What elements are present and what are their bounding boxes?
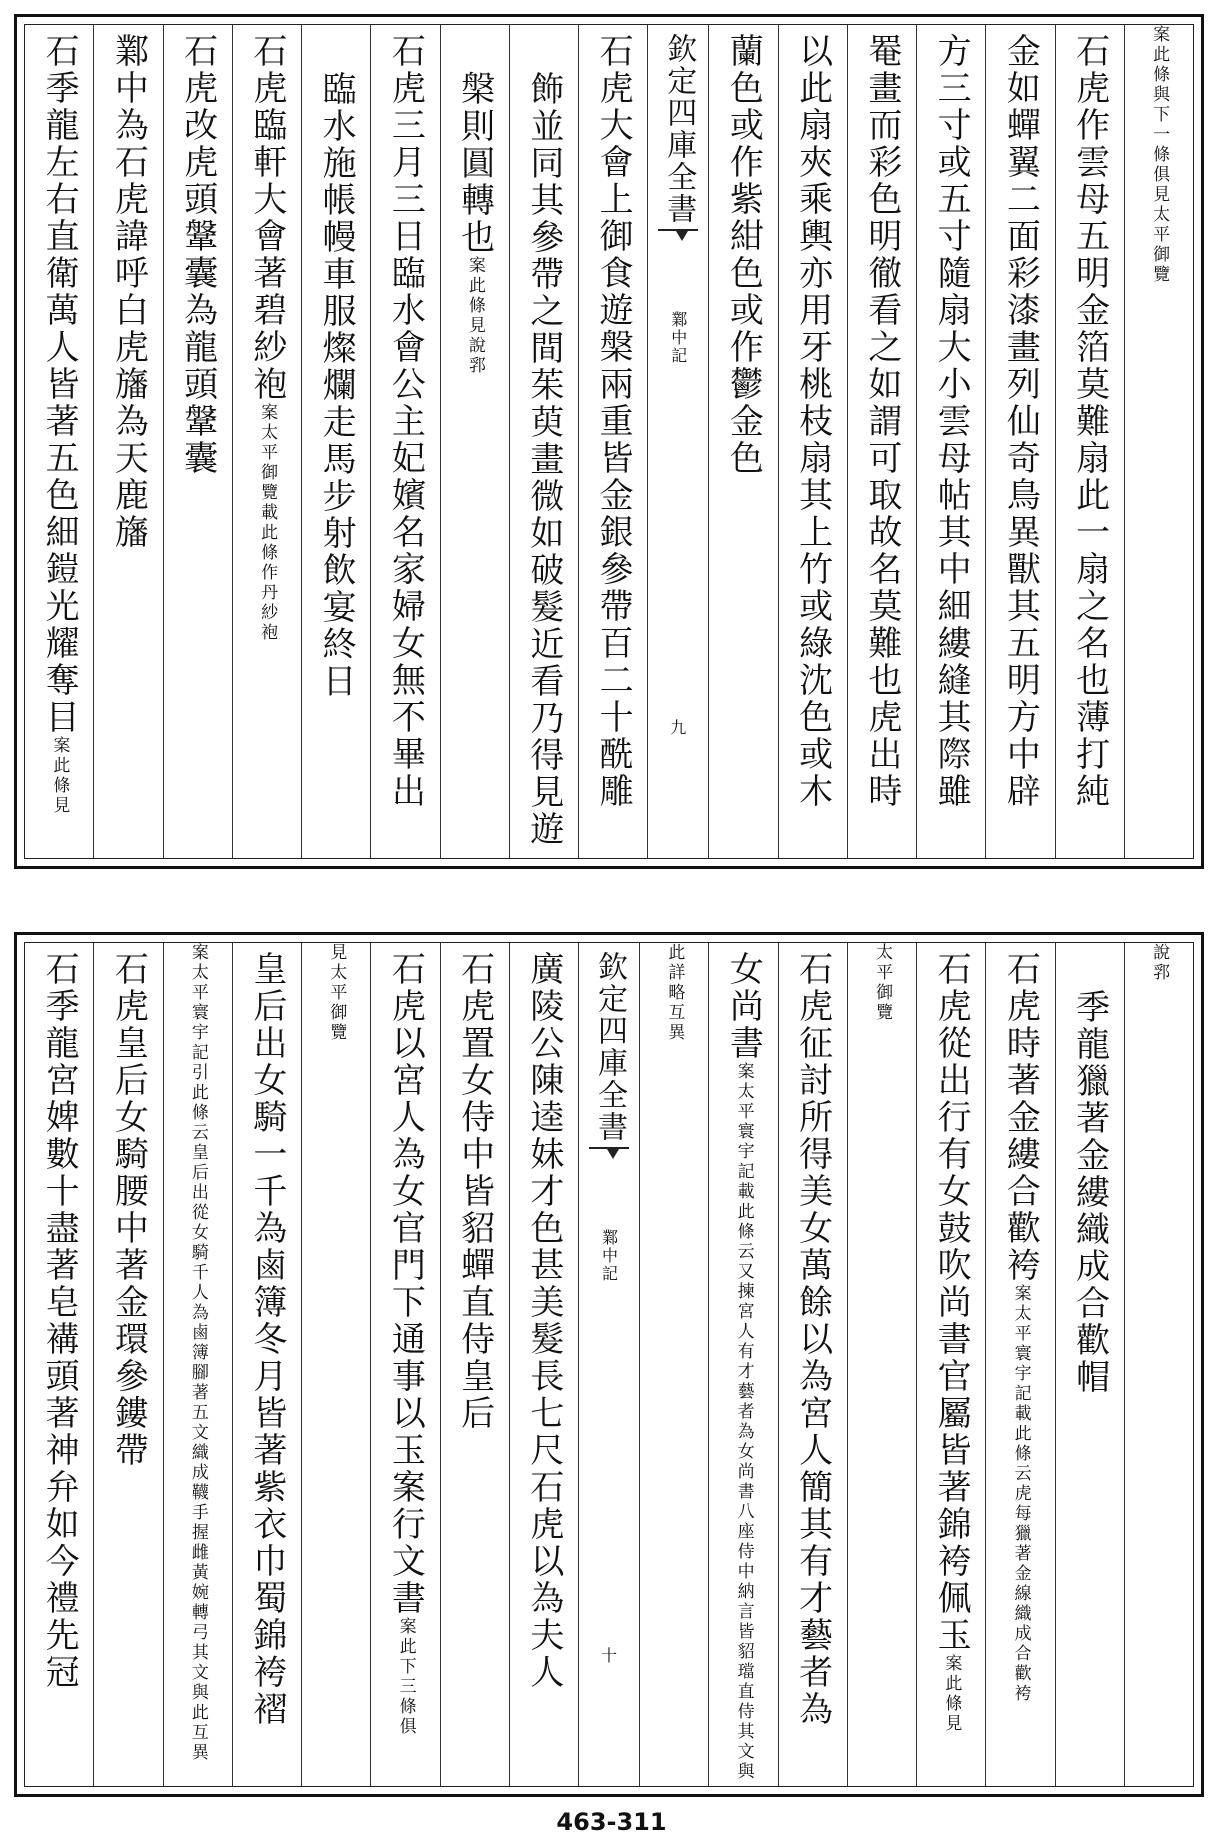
main-text: 罨畫而彩色明徹看之如謂可取故名莫難也虎出時 <box>861 33 902 810</box>
volume-title: 鄴中記 <box>668 311 688 365</box>
text-column <box>232 25 301 858</box>
page-number: 十 <box>600 1646 617 1665</box>
main-text: 石季龍宮婢數十盡著皂褠頭著神弁如今禮先冠 <box>39 951 80 1691</box>
text-column <box>708 25 777 858</box>
text-column <box>232 943 301 1786</box>
text-column <box>985 25 1054 858</box>
text-column <box>440 25 509 858</box>
annotation: 太平御覽 <box>872 943 893 1023</box>
annotation: 案太平寰宇記載此條云虎每獵著金線織成合歡袴 <box>1010 1284 1031 1704</box>
text-column <box>778 943 847 1786</box>
text-column <box>440 943 509 1786</box>
text-column <box>639 943 708 1786</box>
page-number: 九 <box>670 718 687 737</box>
text-column <box>847 943 916 1786</box>
text-column <box>847 25 916 858</box>
annotation: 案此條與下一條俱見太平御覽 <box>1149 25 1170 285</box>
main-text: 石季龍左右直衛萬人皆著五色細鎧光耀奪目 <box>39 33 80 736</box>
main-text: 石虎三月三日臨水會公主妃嬪名家婦女無不畢出 <box>385 33 426 810</box>
main-text: 石虎征討所得美女萬餘以為宮人簡其有才藝者為 <box>792 951 833 1728</box>
annotation: 案此條見 <box>941 1654 962 1734</box>
annotation: 此詳略互異 <box>664 943 685 1043</box>
text-column <box>301 25 370 858</box>
main-text: 飾並同其參帶之間茱萸畫微如破髮近看乃得見遊 <box>523 71 564 848</box>
text-column <box>1124 25 1193 858</box>
main-text: 女尚書 <box>723 951 764 1062</box>
main-text: 季龍獵著金縷織成合歡帽 <box>1069 989 1110 1396</box>
text-column <box>708 943 777 1786</box>
text-column <box>25 25 93 858</box>
text-column <box>93 25 162 858</box>
main-text: 石虎臨軒大會著碧紗袍 <box>246 33 287 403</box>
main-text: 石虎時著金縷合歡袴 <box>1000 951 1041 1284</box>
text-column <box>301 943 370 1786</box>
main-text: 槃則圓轉也 <box>454 71 495 256</box>
text-column <box>93 943 162 1786</box>
main-text: 方三寸或五寸隨扇大小雲母帖其中細縷縫其際雖 <box>931 33 972 810</box>
annotation: 案此條見說郛 <box>464 256 485 376</box>
top-page-columns <box>24 24 1194 859</box>
text-column <box>163 943 232 1786</box>
text-column <box>1055 943 1124 1786</box>
text-column <box>916 25 985 858</box>
main-text: 金如蟬翼二面彩漆畫列仙奇鳥異獸其五明方中辟 <box>1000 33 1041 810</box>
text-column <box>25 943 93 1786</box>
text-column <box>509 25 578 858</box>
main-text: 石虎皇后女騎腰中著金環參鏤帶 <box>108 951 149 1469</box>
main-text: 石虎作雲母五明金箔莫難扇此一扇之名也薄打純 <box>1069 33 1110 810</box>
book-title: 欽定四庫全書 <box>661 33 697 225</box>
main-text: 鄴中為石虎諱呼白虎旛為天鹿旛 <box>108 33 149 551</box>
main-text: 石虎從出行有女鼓吹尚書官屬皆著錦袴佩玉 <box>931 951 972 1654</box>
center-fold <box>647 25 708 858</box>
center-fold <box>578 943 639 1786</box>
page-reference: 463-311 <box>556 1808 667 1836</box>
text-column <box>1055 25 1124 858</box>
annotation: 案太平寰宇記引此條云皇后出從女騎千人為鹵簿腳著五文織成韈手握雌黃婉轉弓其文與此互異 <box>187 943 208 1763</box>
book-title: 欽定四庫全書 <box>592 951 627 1143</box>
main-text: 皇后出女騎一千為鹵簿冬月皆著紫衣巾蜀錦袴褶 <box>246 951 287 1728</box>
text-column <box>370 25 439 858</box>
annotation: 說郛 <box>1149 943 1170 983</box>
main-text: 石虎改虎頭鞶囊為龍頭鞶囊 <box>177 33 218 477</box>
bottom-page-columns <box>24 942 1194 1787</box>
text-column <box>370 943 439 1786</box>
main-text: 臨水施帳幔車服燦爛走馬步射飲宴終日 <box>316 71 357 700</box>
annotation: 案此條見 <box>49 736 70 816</box>
top-page <box>14 14 1204 869</box>
main-text: 石虎大會上御食遊槃兩重皆金銀參帶百二十酰雕 <box>593 33 634 810</box>
main-text: 石虎以宮人為女官門下通事以玉案行文書 <box>385 951 426 1617</box>
annotation: 案此下三條俱 <box>395 1617 416 1737</box>
text-column <box>163 25 232 858</box>
annotation: 案太平御覽載此條作丹紗袍 <box>257 403 278 643</box>
text-column <box>916 943 985 1786</box>
volume-title: 鄴中記 <box>599 1229 619 1283</box>
main-text: 蘭色或作紫紺色或作鬱金色 <box>723 33 764 477</box>
fishtail-mark <box>589 1147 629 1189</box>
text-column <box>509 943 578 1786</box>
annotation: 案太平寰宇記載此條云又揀宮人有才藝者為女尚書八座侍中納言皆貂璫直侍其文與 <box>733 1062 754 1782</box>
text-column <box>1124 943 1193 1786</box>
main-text: 廣陵公陳逵妹才色甚美髮長七尺石虎以為夫人 <box>523 951 564 1691</box>
fishtail-mark <box>658 229 698 271</box>
annotation: 見太平御覽 <box>326 943 347 1043</box>
main-text: 石虎置女侍中皆貂蟬直侍皇后 <box>454 951 495 1432</box>
main-text: 以此扇夾乘輿亦用牙桃枝扇其上竹或綠沈色或木 <box>792 33 833 810</box>
text-column <box>578 25 647 858</box>
text-column <box>985 943 1054 1786</box>
text-column <box>778 25 847 858</box>
bottom-page <box>14 932 1204 1797</box>
